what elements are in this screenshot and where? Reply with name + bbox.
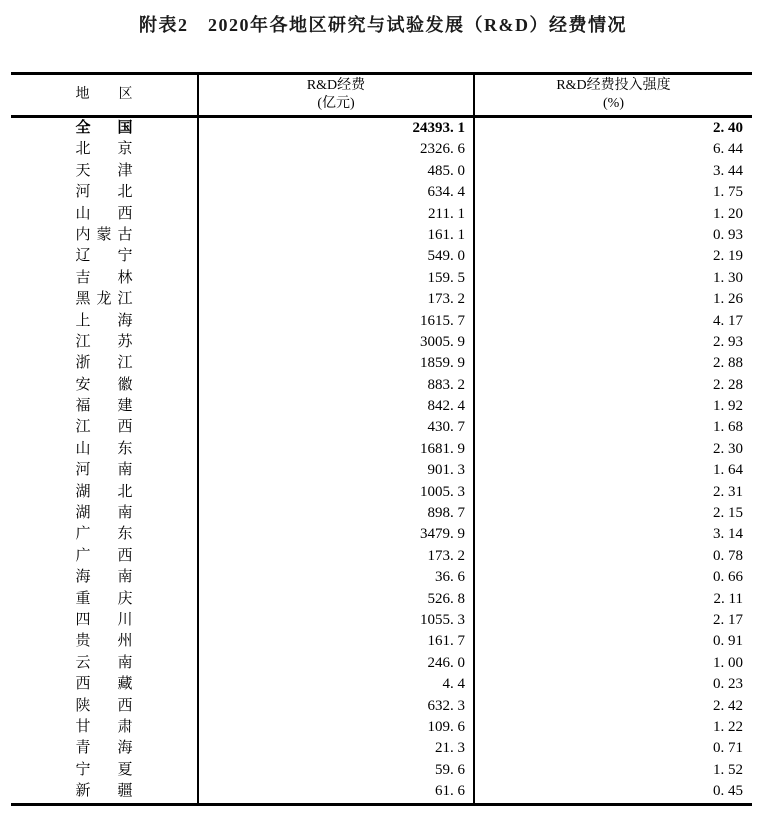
region-name: 湖北 — [75, 483, 133, 500]
table-row — [11, 546, 752, 567]
intensity-value: 0. 66 — [473, 567, 752, 588]
region-cell — [11, 289, 197, 310]
expenditure-value: 485. 0 — [197, 161, 473, 182]
expenditure-value: 1681. 9 — [197, 439, 473, 460]
region-cell — [11, 524, 197, 545]
region-name: 江苏 — [75, 333, 133, 350]
region-name: 山西 — [75, 205, 133, 222]
region-name: 新疆 — [75, 783, 133, 800]
region-name: 内蒙古 — [75, 226, 133, 243]
region-name: 山东 — [75, 440, 133, 457]
region-name: 甘肃 — [75, 718, 133, 735]
expenditure-value: 109. 6 — [197, 717, 473, 738]
table-row — [11, 738, 752, 759]
region-name: 云南 — [75, 654, 133, 671]
header-intensity — [473, 75, 752, 115]
region-name: 重庆 — [75, 590, 133, 607]
region-cell — [11, 653, 197, 674]
intensity-value: 0. 23 — [473, 674, 752, 695]
table-row — [11, 375, 752, 396]
region-cell — [11, 439, 197, 460]
expenditure-value: 3479. 9 — [197, 524, 473, 545]
region-name: 河南 — [75, 462, 133, 479]
header-expenditure-line2: (亿元) — [317, 96, 355, 111]
expenditure-value: 61. 6 — [197, 781, 473, 802]
intensity-value: 3. 44 — [473, 161, 752, 182]
intensity-value: 1. 26 — [473, 289, 752, 310]
table-row — [11, 482, 752, 503]
table-row — [11, 631, 752, 652]
expenditure-value: 161. 1 — [197, 225, 473, 246]
intensity-value: 0. 91 — [473, 631, 752, 652]
header-expenditure-line1: R&D经费 — [306, 78, 366, 93]
table-title: 附表2 2020年各地区研究与试验发展（R&D）经费情况 — [139, 15, 627, 35]
table-row — [11, 460, 752, 481]
intensity-value: 1. 64 — [473, 460, 752, 481]
intensity-value: 0. 45 — [473, 781, 752, 802]
table-row — [11, 781, 752, 802]
region-cell — [11, 353, 197, 374]
region-name: 北京 — [75, 141, 133, 158]
expenditure-value: 36. 6 — [197, 567, 473, 588]
table-row — [11, 396, 752, 417]
region-cell — [11, 118, 197, 139]
table-row — [11, 225, 752, 246]
expenditure-value: 159. 5 — [197, 268, 473, 289]
region-name: 辽宁 — [75, 248, 133, 265]
region-name: 吉林 — [75, 269, 133, 286]
intensity-value: 1. 92 — [473, 396, 752, 417]
region-name: 广西 — [75, 547, 133, 564]
expenditure-value: 161. 7 — [197, 631, 473, 652]
intensity-value: 2. 93 — [473, 332, 752, 353]
region-cell — [11, 246, 197, 267]
expenditure-value: 246. 0 — [197, 653, 473, 674]
region-name: 天津 — [75, 162, 133, 179]
region-cell — [11, 760, 197, 781]
region-name: 湖南 — [75, 505, 133, 522]
intensity-value: 1. 00 — [473, 653, 752, 674]
expenditure-value: 898. 7 — [197, 503, 473, 524]
expenditure-value: 21. 3 — [197, 738, 473, 759]
expenditure-value: 549. 0 — [197, 246, 473, 267]
table-header-row — [11, 75, 752, 118]
region-cell — [11, 546, 197, 567]
region-cell — [11, 781, 197, 802]
region-cell — [11, 482, 197, 503]
expenditure-value: 1615. 7 — [197, 311, 473, 332]
region-name: 全国 — [75, 120, 133, 136]
intensity-value: 2. 15 — [473, 503, 752, 524]
expenditure-value: 59. 6 — [197, 760, 473, 781]
rd-expenditure-table — [11, 72, 752, 806]
region-cell — [11, 717, 197, 738]
intensity-value: 1. 68 — [473, 417, 752, 438]
intensity-value: 3. 14 — [473, 524, 752, 545]
expenditure-value: 842. 4 — [197, 396, 473, 417]
region-name: 黑龙江 — [75, 291, 133, 308]
region-name: 宁夏 — [75, 761, 133, 778]
intensity-value: 2. 40 — [473, 118, 752, 139]
intensity-value: 1. 20 — [473, 204, 752, 225]
region-cell — [11, 417, 197, 438]
intensity-value: 2. 31 — [473, 482, 752, 503]
region-cell — [11, 503, 197, 524]
region-name: 贵州 — [75, 633, 133, 650]
table-row — [11, 674, 752, 695]
intensity-value: 2. 11 — [473, 589, 752, 610]
table-row — [11, 311, 752, 332]
table-row — [11, 139, 752, 160]
expenditure-value: 211. 1 — [197, 204, 473, 225]
table-row — [11, 417, 752, 438]
intensity-value: 1. 52 — [473, 760, 752, 781]
expenditure-value: 634. 4 — [197, 182, 473, 203]
intensity-value: 0. 93 — [473, 225, 752, 246]
table-row — [11, 567, 752, 588]
region-name: 青海 — [75, 740, 133, 757]
region-cell — [11, 182, 197, 203]
header-region-label: 地区 — [75, 87, 133, 102]
region-cell — [11, 375, 197, 396]
region-name: 四川 — [75, 611, 133, 628]
expenditure-value: 632. 3 — [197, 696, 473, 717]
region-cell — [11, 610, 197, 631]
table-row — [11, 289, 752, 310]
region-name: 西藏 — [75, 676, 133, 693]
table-row — [11, 182, 752, 203]
expenditure-value: 2326. 6 — [197, 139, 473, 160]
expenditure-value: 24393. 1 — [197, 118, 473, 139]
expenditure-value: 173. 2 — [197, 289, 473, 310]
intensity-value: 0. 71 — [473, 738, 752, 759]
expenditure-value: 4. 4 — [197, 674, 473, 695]
table-row — [11, 653, 752, 674]
intensity-value: 6. 44 — [473, 139, 752, 160]
expenditure-value: 883. 2 — [197, 375, 473, 396]
region-cell — [11, 631, 197, 652]
table-row — [11, 246, 752, 267]
expenditure-value: 526. 8 — [197, 589, 473, 610]
table-row — [11, 503, 752, 524]
table-row — [11, 610, 752, 631]
region-cell — [11, 225, 197, 246]
region-name: 河北 — [75, 184, 133, 201]
region-name: 浙江 — [75, 355, 133, 372]
header-expenditure — [197, 75, 473, 115]
table-row — [11, 717, 752, 738]
header-intensity-line2: (%) — [603, 96, 624, 111]
table-row — [11, 268, 752, 289]
expenditure-value: 1859. 9 — [197, 353, 473, 374]
table-row — [11, 332, 752, 353]
region-cell — [11, 567, 197, 588]
region-cell — [11, 738, 197, 759]
table-row — [11, 524, 752, 545]
expenditure-value: 173. 2 — [197, 546, 473, 567]
table-row — [11, 353, 752, 374]
intensity-value: 2. 42 — [473, 696, 752, 717]
table-row — [11, 760, 752, 781]
table-row — [11, 204, 752, 225]
expenditure-value: 901. 3 — [197, 460, 473, 481]
table-row — [11, 161, 752, 182]
region-cell — [11, 161, 197, 182]
expenditure-value: 1005. 3 — [197, 482, 473, 503]
region-name: 安徽 — [75, 376, 133, 393]
table-row — [11, 589, 752, 610]
region-name: 江西 — [75, 419, 133, 436]
region-cell — [11, 460, 197, 481]
intensity-value: 1. 75 — [473, 182, 752, 203]
region-name: 福建 — [75, 398, 133, 415]
table-row — [11, 118, 752, 139]
region-cell — [11, 589, 197, 610]
intensity-value: 4. 17 — [473, 311, 752, 332]
region-cell — [11, 139, 197, 160]
region-cell — [11, 204, 197, 225]
intensity-value: 2. 88 — [473, 353, 752, 374]
expenditure-value: 430. 7 — [197, 417, 473, 438]
intensity-value: 1. 30 — [473, 268, 752, 289]
intensity-value: 2. 28 — [473, 375, 752, 396]
region-name: 陕西 — [75, 697, 133, 714]
region-cell — [11, 696, 197, 717]
region-name: 广东 — [75, 526, 133, 543]
expenditure-value: 1055. 3 — [197, 610, 473, 631]
expenditure-value: 3005. 9 — [197, 332, 473, 353]
intensity-value: 2. 17 — [473, 610, 752, 631]
intensity-value: 0. 78 — [473, 546, 752, 567]
region-cell — [11, 674, 197, 695]
intensity-value: 1. 22 — [473, 717, 752, 738]
region-name: 海南 — [75, 569, 133, 586]
region-name: 上海 — [75, 312, 133, 329]
region-cell — [11, 268, 197, 289]
region-cell — [11, 396, 197, 417]
header-region — [11, 75, 197, 115]
header-intensity-line1: R&D经费投入强度 — [556, 78, 671, 93]
table-row — [11, 696, 752, 717]
table-row — [11, 439, 752, 460]
intensity-value: 2. 30 — [473, 439, 752, 460]
intensity-value: 2. 19 — [473, 246, 752, 267]
region-cell — [11, 332, 197, 353]
table-body — [11, 118, 752, 803]
region-cell — [11, 311, 197, 332]
